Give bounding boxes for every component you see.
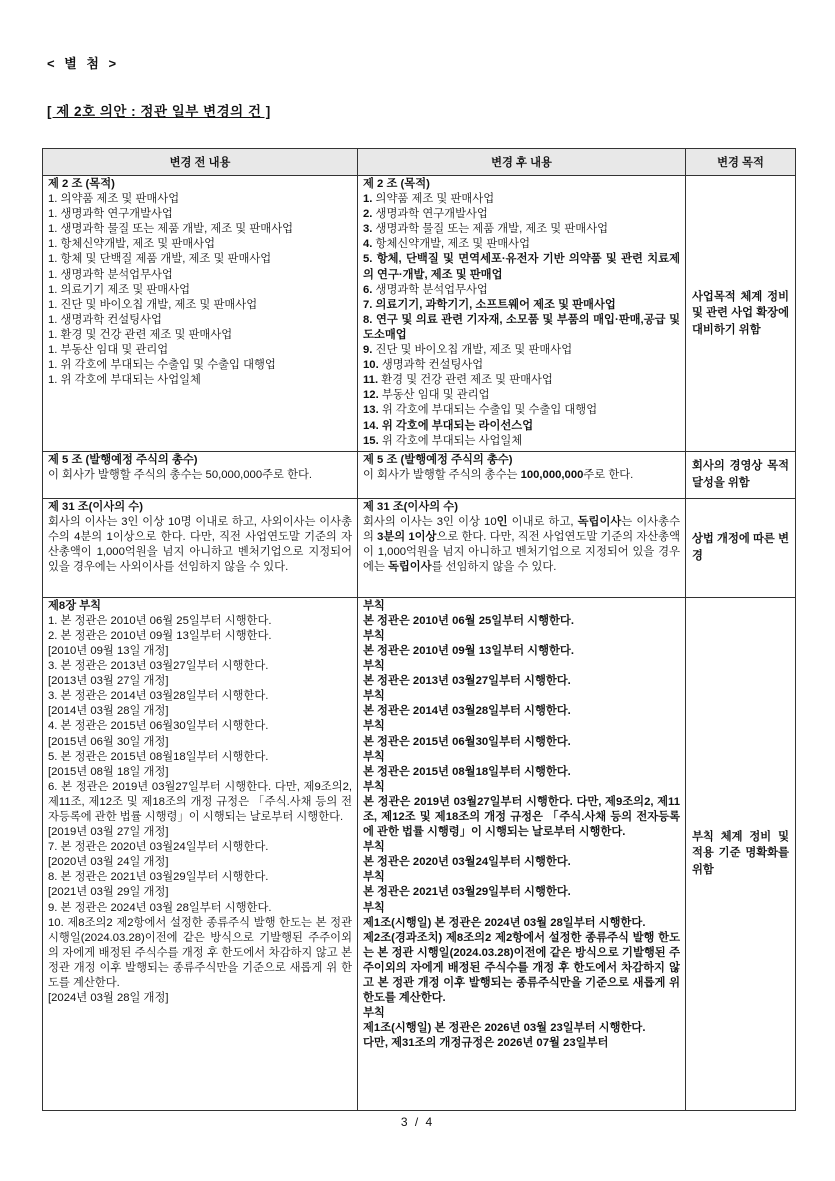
text-line: [2015년 08월 18일 개정]	[48, 765, 169, 778]
amendment-table	[42, 148, 796, 1111]
text-line: 10. 제8조의2 제2항에서 설정한 종류주식 발행 한도는 본 정관 시행일(2024.03.28)이전에 같은 방식으로 기발행된 주주이외의 자에게 배정된 주식수를 개정 후 한도에서 차감하지 않고 본 정관 개정 이후 발행되는 종류주식만을 기준으로 새롭게 위 한도를 계산한다.	[48, 916, 352, 990]
text-line: 5. 본 정관은 2015년 08월18일부터 시행한다.	[48, 750, 269, 763]
text-line: 이 회사가 발행할 주식의 총수는 50,000,000주로 한다.	[48, 468, 313, 481]
text-line: 1. 의료기기 제조 및 판매사업	[48, 283, 191, 296]
table-row	[43, 176, 796, 452]
text-line: 제 5 조 (발행예정 주식의 총수)	[363, 453, 513, 466]
text-line: 1. 진단 및 바이오칩 개발, 제조 및 판매사업	[48, 298, 258, 311]
text-line: 3. 본 정관은 2013년 03월27일부터 시행한다.	[48, 660, 269, 673]
text-line: 9. 본 정관은 2024년 03월 28일부터 시행한다.	[48, 901, 272, 914]
text-line: 6. 생명과학 분석업무사업	[363, 283, 488, 296]
text-line: 11. 환경 및 건강 관련 제조 및 판매사업	[363, 374, 553, 387]
cell-after	[358, 498, 686, 597]
text-line: [2010년 09월 13일 개정]	[48, 644, 169, 657]
text-line: [2015년 06월 30일 개정]	[48, 735, 169, 748]
text-line: 본 정관은 2015년 08월18일부터 시행한다.	[363, 765, 571, 778]
cell-purpose	[686, 498, 796, 597]
cell-after	[358, 597, 686, 1110]
cell-after	[358, 176, 686, 452]
text-line: 1. 환경 및 건강 관련 제조 및 판매사업	[48, 328, 233, 341]
text-line: 15. 위 각호에 부대되는 사업일체	[363, 434, 523, 447]
cell-before-content	[48, 500, 352, 575]
text-line: 부칙	[363, 750, 385, 763]
table-row	[43, 597, 796, 1110]
text-line: 7. 의료기기, 과학기기, 소프트웨어 제조 및 판매사업	[363, 298, 616, 311]
text-line: 1. 생명과학 컨설팅사업	[48, 313, 162, 326]
text-line: 6. 본 정관은 2019년 03월27일부터 시행한다. 다만, 제9조의2, 제11조, 제12조 및 제18조의 개정 규정은 「주식.사채 등의 전자등록에 관한 법률 시행령」이 시행되는 날로부터 시행한다.	[48, 780, 352, 823]
text-line: 1. 의약품 제조 및 판매사업	[363, 193, 495, 206]
cell-purpose	[686, 176, 796, 452]
text-line: 부칙	[363, 660, 385, 673]
text-line: [2014년 03월 28일 개정]	[48, 705, 169, 718]
table-row	[43, 498, 796, 597]
text-line: 제 31 조(이사의 수)	[363, 500, 458, 513]
text-line: 부칙	[363, 690, 385, 703]
text-line: 회사의 이사는 3인 이상 10인 이내로 하고, 독립이사는 이사총수의 3분의 1이상으로 한다. 다만, 직전 사업연도말 기준의 자산총액이 1,000억원을 넘지 아니하고 벤처기업으로 지정되어 있을 경우에는 독립이사를 선임하지 않을 수 있다.	[363, 515, 680, 574]
column-header-after: 변경 후 내용	[358, 149, 686, 176]
text-line: 1. 의약품 제조 및 판매사업	[48, 193, 180, 206]
text-line: 2. 본 정관은 2010년 09월 13일부터 시행한다.	[48, 629, 272, 642]
cell-after-content	[363, 500, 680, 575]
text-line: 본 정관은 2019년 03월27일부터 시행한다. 다만, 제9조의2, 제11조, 제12조 및 제18조의 개정 규정은 「주식.사채 등의 전자등록에 관한 법률 시행령」이 시행되는 날로부터 시행한다.	[363, 795, 680, 839]
page-title: [ 제 2호 의안 : 정관 일부 변경의 건 ]	[47, 104, 271, 119]
text-line: 9. 진단 및 바이오칩 개발, 제조 및 판매사업	[363, 344, 573, 357]
text-line: 제2조(경과조치) 제8조의2 제2항에서 설정한 종류주식 발행 한도는 본 정관 시행일(2024.03.28)이전에 같은 방식으로 기발행된 주주이외의 자에게 배정된 주식수를 개정 후 한도에서 차감하지 않고 본 정관 개정 이후 발행되는 종류주식만을 기준으로 새롭게 위 한도를 계산한다.	[363, 931, 680, 1005]
text-line: 본 정관은 2015년 06월30일부터 시행한다.	[363, 735, 571, 748]
attachment-label: < 별 첨 >	[47, 56, 120, 71]
cell-before-content	[48, 453, 352, 483]
text-line: 3. 본 정관은 2014년 03월28일부터 시행한다.	[48, 690, 269, 703]
text-line: 4. 항체신약개발, 제조 및 판매사업	[363, 238, 530, 251]
text-line: 이 회사가 발행할 주식의 총수는 100,000,000주로 한다.	[363, 468, 634, 481]
text-line: 1. 생명과학 물질 또는 제품 개발, 제조 및 판매사업	[48, 223, 294, 236]
text-line: 본 정관은 2014년 03월28일부터 시행한다.	[363, 705, 571, 718]
text-line: 8. 연구 및 의료 관련 기자재, 소모품 및 부품의 매입·판매,공급 및 도소매업	[363, 313, 680, 341]
cell-after-content	[363, 599, 680, 1052]
text-line: 부칙	[363, 599, 385, 612]
text-line: 본 정관은 2021년 03월29일부터 시행한다.	[363, 886, 571, 899]
text-line: 부칙	[363, 871, 385, 884]
table-header-row	[43, 149, 796, 176]
text-line: 본 정관은 2013년 03월27일부터 시행한다.	[363, 675, 571, 688]
cell-after-content	[363, 177, 680, 449]
text-line: 1. 항체 및 단백질 제품 개발, 제조 및 판매사업	[48, 253, 272, 266]
text-line: 12. 부동산 임대 및 관리업	[363, 389, 490, 402]
text-line: 4. 본 정관은 2015년 06월30일부터 시행한다.	[48, 720, 269, 733]
table-row	[43, 451, 796, 498]
text-line: 본 정관은 2010년 06월 25일부터 시행한다.	[363, 614, 574, 627]
text-line: 2. 생명과학 연구개발사업	[363, 208, 488, 221]
column-header-purpose: 변경 목적	[686, 149, 796, 176]
text-line: 1. 위 각호에 부대되는 사업일체	[48, 374, 201, 387]
page-number: 3 / 4	[400, 1115, 435, 1129]
text-line: 10. 생명과학 컨설팅사업	[363, 359, 484, 372]
text-line: 1. 생명과학 연구개발사업	[48, 208, 173, 221]
cell-purpose-content	[692, 829, 789, 879]
text-line: 13. 위 각호에 부대되는 수출입 및 수출입 대행업	[363, 404, 598, 417]
cell-before	[43, 498, 358, 597]
text-line: 다만, 제31조의 개정규정은 2026년 07월 23일부터	[363, 1037, 609, 1050]
cell-after	[358, 451, 686, 498]
text-line: [2020년 03월 24일 개정]	[48, 856, 169, 869]
text-line: 제1조(시행일) 본 정관은 2024년 03월 28일부터 시행한다.	[363, 916, 646, 929]
text-line: 회사의 이사는 3인 이상 10명 이내로 하고, 사외이사는 이사총수의 4분의 1이상으로 한다. 다만, 직전 사업연도말 기준의 자산총액이 1,000억원을 넘지 아니하고 벤처기업으로 지정되어 있을 경우에는 사외이사를 선임하지 않을 수 있다.	[48, 515, 352, 574]
cell-after-content	[363, 453, 680, 483]
cell-before	[43, 451, 358, 498]
cell-purpose	[686, 451, 796, 498]
text-line: 본 정관은 2020년 03월24일부터 시행한다.	[363, 856, 571, 869]
column-header-before: 변경 전 내용	[43, 149, 358, 176]
text-line: 1. 부동산 임대 및 관리업	[48, 344, 169, 357]
text-line: 8. 본 정관은 2021년 03월29일부터 시행한다.	[48, 871, 269, 884]
text-line: 제 31 조(이사의 수)	[48, 500, 143, 513]
text-line: 부칙	[363, 1007, 385, 1020]
cell-purpose-content	[692, 289, 789, 339]
text-line: 1. 항체신약개발, 제조 및 판매사업	[48, 238, 215, 251]
text-line: 부칙 체계 정비 및 적용 기준 명확화를 위함	[692, 830, 789, 876]
text-line: 상법 개정에 따른 변경	[692, 533, 789, 562]
text-line: 제1조(시행일) 본 정관은 2026년 03월 23일부터 시행한다.	[363, 1022, 646, 1035]
text-line: 본 정관은 2010년 09월 13일부터 시행한다.	[363, 644, 574, 657]
text-line: 7. 본 정관은 2020년 03월24일부터 시행한다.	[48, 841, 269, 854]
text-line: 1. 본 정관은 2010년 06월 25일부터 시행한다.	[48, 614, 272, 627]
text-line: [2013년 03월 27일 개정]	[48, 675, 169, 688]
text-line: 3. 생명과학 물질 또는 제품 개발, 제조 및 판매사업	[363, 223, 609, 236]
text-line: [2024년 03월 28일 개정]	[48, 992, 169, 1005]
cell-before	[43, 176, 358, 452]
cell-purpose-content	[692, 531, 789, 564]
text-line: [2021년 03월 29일 개정]	[48, 886, 169, 899]
text-line: 부칙	[363, 629, 385, 642]
text-line: 부칙	[363, 720, 385, 733]
cell-before-content	[48, 599, 352, 1007]
text-line: 제 5 조 (발행예정 주식의 총수)	[48, 453, 198, 466]
text-line: 5. 항체, 단백질 및 면역세포·유전자 기반 의약품 및 관련 치료제의 연구·개발, 제조 및 판매업	[363, 253, 680, 281]
text-line: 1. 위 각호에 부대되는 수출입 및 수출입 대행업	[48, 359, 276, 372]
text-line: 제 2 조 (목적)	[363, 178, 430, 190]
cell-purpose	[686, 597, 796, 1110]
text-line: 제 2 조 (목적)	[48, 178, 115, 190]
text-line: 회사의 경영상 목적달성을 위함	[692, 460, 789, 489]
cell-before-content	[48, 177, 352, 388]
text-line: 부칙	[363, 841, 385, 854]
cell-before	[43, 597, 358, 1110]
cell-purpose-content	[692, 458, 789, 491]
text-line: [2019년 03월 27일 개정]	[48, 826, 169, 839]
text-line: 1. 생명과학 분석업무사업	[48, 268, 173, 281]
text-line: 부칙	[363, 780, 385, 793]
text-line: 14. 위 각호에 부대되는 라이선스업	[363, 419, 534, 432]
text-line: 부칙	[363, 901, 385, 914]
text-line: 제8장 부칙	[48, 599, 102, 612]
text-line: 사업목적 체계 정비 및 관련 사업 확장에 대비하기 위함	[692, 290, 789, 336]
